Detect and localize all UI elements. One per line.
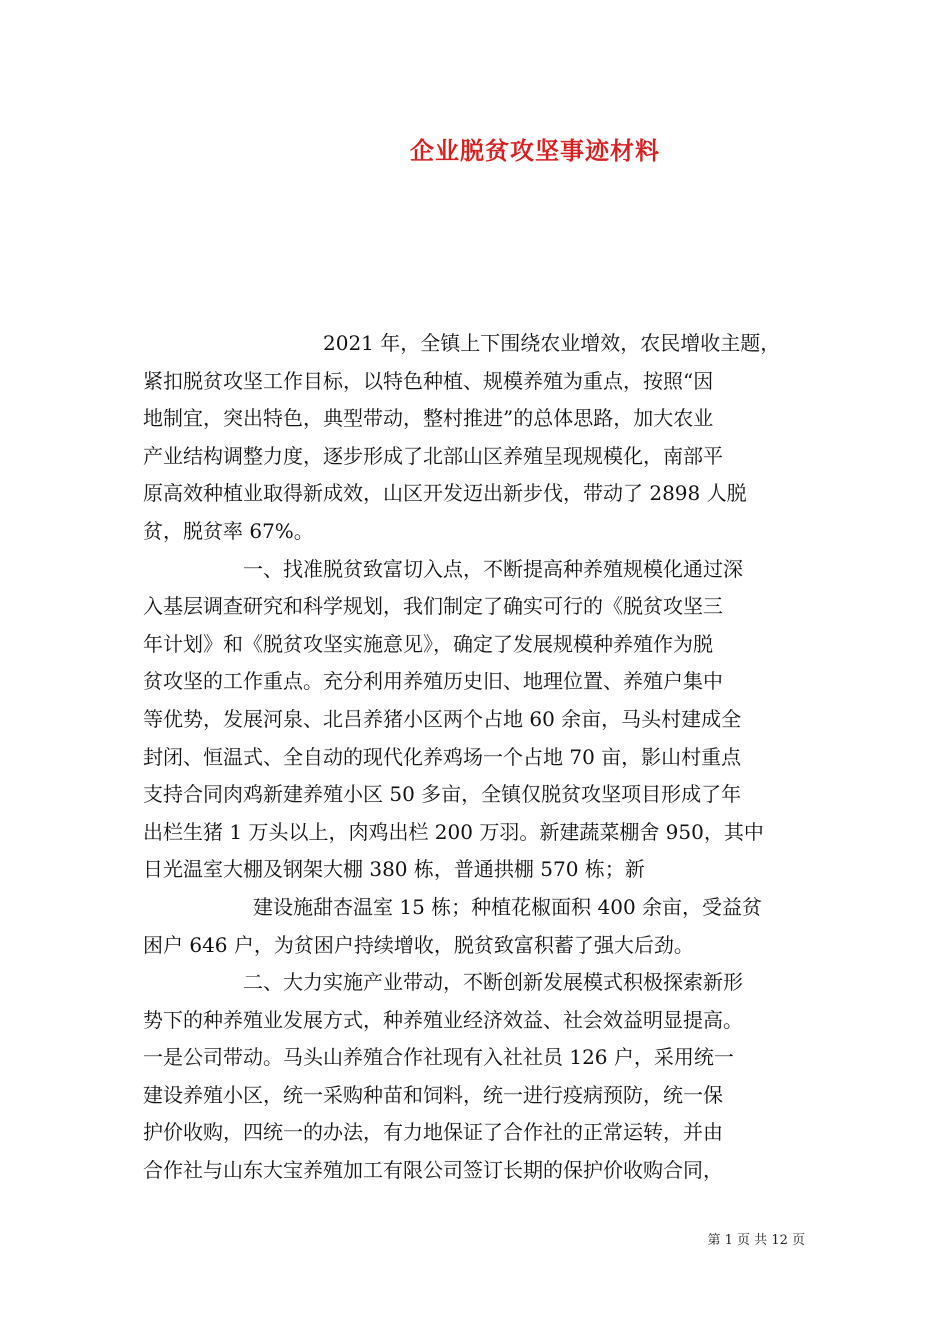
text-line: 困户 646 户，为贫困户持续增收，脱贫致富积蓄了强大后劲。 — [143, 932, 694, 957]
text-line: 一是公司带动。马头山养殖合作社现有入社社员 126 户，采用统一 — [143, 1045, 734, 1070]
text-line: 贫攻坚的工作重点。充分利用养殖历史旧、地理位置、养殖户集中 — [143, 669, 723, 694]
text-line: 产业结构调整力度，逐步形成了北部山区养殖呈现规模化，南部平 — [143, 443, 723, 468]
text-line: 入基层调查研究和科学规划，我们制定了确实可行的《脱贫攻坚三 — [143, 594, 723, 619]
text-line: 年计划》和《脱贫攻坚实施意见》，确定了发展规模种养殖作为脱 — [143, 631, 713, 656]
page-footer: 第 1 页 共 12 页 — [707, 1233, 805, 1248]
text-line: 等优势，发展河泉、北吕养猪小区两个占地 60 余亩，马头村建成全 — [143, 706, 742, 731]
body-text — [143, 325, 833, 1190]
text-line: 建设养殖小区，统一采购种苗和饲料，统一进行疫病预防，统一保 — [143, 1082, 723, 1107]
text-line: 封闭、恒温式、全自动的现代化养鸡场一个占地 70 亩，影山村重点 — [143, 744, 742, 769]
text-line: 护价收购，四统一的办法，有力地保证了合作社的正常运转，并由 — [143, 1120, 723, 1145]
text-line: 紧扣脱贫攻坚工作目标，以特色种植、规模养殖为重点，按照“因 — [143, 368, 714, 393]
text-line: 日光温室大棚及钢架大棚 380 栋，普通拱棚 570 栋；新 — [143, 857, 645, 882]
text-line: 合作社与山东大宝养殖加工有限公司签订长期的保护价收购合同， — [143, 1158, 723, 1183]
text-line: 一、找准脱贫致富切入点，不断提高种养殖规模化通过深 — [243, 556, 743, 581]
text-line: 贫，脱贫率 67%。 — [143, 518, 314, 543]
text-line: 二、大力实施产业带动，不断创新发展模式积极探索新形 — [243, 970, 743, 995]
text-line: 势下的种养殖业发展方式，种养殖业经济效益、社会效益明显提高。 — [143, 1007, 743, 1032]
text-line: 支持合同肉鸡新建养殖小区 50 多亩，全镇仅脱贫攻坚项目形成了年 — [143, 782, 742, 807]
text-line: 2021 年，全镇上下围绕农业增效，农民增收主题， — [323, 331, 781, 355]
text-line: 出栏生猪 1 万头以上，肉鸡出栏 200 万羽。新建蔬菜棚舍 950，其中 — [143, 819, 764, 844]
text-line: 建设施甜杏温室 15 栋；种植花椒面积 400 余亩，受益贫 — [253, 894, 763, 919]
text-line: 地制宜，突出特色，典型带动，整村推进”的总体思路，加大农业 — [143, 406, 714, 431]
text-line: 原高效种植业取得新成效，山区开发迈出新步伐，带动了 2898 人脱 — [143, 481, 747, 506]
page-title: 企业脱贫攻坚事迹材料 — [410, 136, 660, 165]
